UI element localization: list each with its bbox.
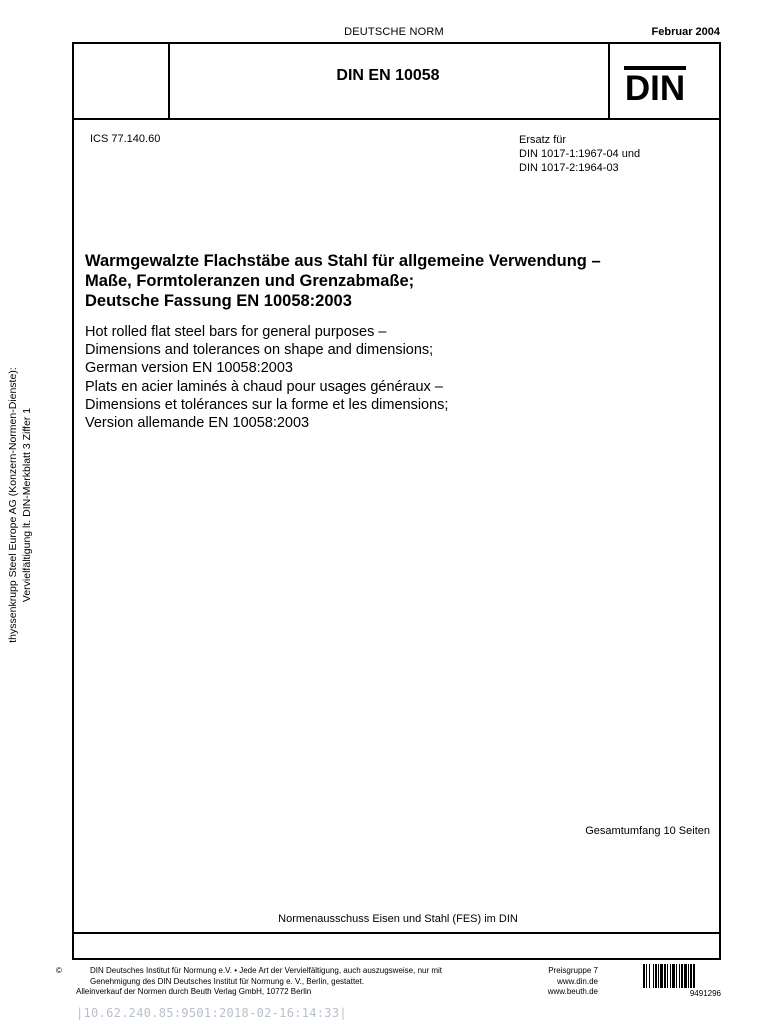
beuth-url: www.beuth.de [547, 987, 598, 996]
copyright-notice [56, 966, 516, 998]
copyright-line-3: Alleinverkauf der Normen durch Beuth Verlag GmbH, 10772 Berlin [76, 987, 312, 996]
side-stamp-line-2: Vervielfältigung lt. DIN-Merkblatt 3 Ziffer 1 [21, 407, 33, 603]
barcode-number: 9491296 [689, 989, 721, 998]
din-logo-text: DIN [624, 69, 686, 106]
title-en-line-2: Dimensions and tolerances on shape and dimensions; [85, 342, 434, 358]
copyright-line-1: DIN Deutsches Institut für Normung e.V. • Jede Art der Vervielfältigung, auch auszugsweise, nur mit [90, 966, 443, 975]
din-logo [620, 62, 690, 106]
title-fr-line-3: Version allemande EN 10058:2003 [85, 415, 310, 431]
title-en-line-3: German version EN 10058:2003 [85, 360, 293, 376]
standards-committee: Normenausschuss Eisen und Stahl (FES) im DIN [278, 913, 518, 925]
replaces-block [519, 133, 640, 175]
norm-type-label: DEUTSCHE NORM [344, 26, 444, 38]
title-de-line-1: Warmgewalzte Flachstäbe aus Stahl für allgemeine Verwendung – [85, 252, 601, 270]
copyright-symbol: © [56, 966, 62, 975]
publication-date: Februar 2004 [651, 26, 720, 38]
frame-divider-top [74, 118, 719, 120]
price-info [520, 966, 598, 998]
title-fr-line-1: Plats en acier laminés à chaud pour usages généraux – [85, 379, 443, 395]
document-number: DIN EN 10058 [336, 67, 440, 84]
total-pages: Gesamtumfang 10 Seiten [585, 825, 710, 837]
din-url: www.din.de [557, 976, 598, 986]
document-frame [72, 42, 721, 960]
title-en-line-1: Hot rolled flat steel bars for general purposes – [85, 324, 387, 340]
ics-code: ICS 77.140.60 [90, 133, 161, 145]
barcode-icon [643, 964, 721, 988]
frame-divider-bottom [74, 932, 719, 934]
title-de-line-3: Deutsche Fassung EN 10058:2003 [85, 292, 352, 310]
title-fr-line-2: Dimensions et tolérances sur la forme et les dimensions; [85, 397, 449, 413]
replaces-line-2: DIN 1017-2:1964-03 [519, 162, 619, 174]
license-side-stamp [6, 340, 34, 670]
access-stamp: |10.62.240.85:9501:2018-02-16:14:33| [76, 1006, 347, 1020]
title-de-line-2: Maße, Formtoleranzen und Grenzabmaße; [85, 272, 415, 290]
title-german [85, 251, 705, 311]
title-french [85, 378, 705, 432]
title-english [85, 323, 705, 377]
frame-divider-right [608, 44, 610, 118]
side-stamp-line-1: thyssenkrupp Steel Europe AG (Konzern-Normen-Dienste): [7, 367, 19, 643]
replaces-label: Ersatz für [519, 134, 567, 146]
price-group: Preisgruppe 7 [548, 966, 598, 975]
copyright-line-2: Genehmigung des DIN Deutsches Institut für Normung e. V., Berlin, gestattet. [90, 976, 365, 986]
replaces-line-1: DIN 1017-1:1967-04 und [519, 148, 641, 160]
